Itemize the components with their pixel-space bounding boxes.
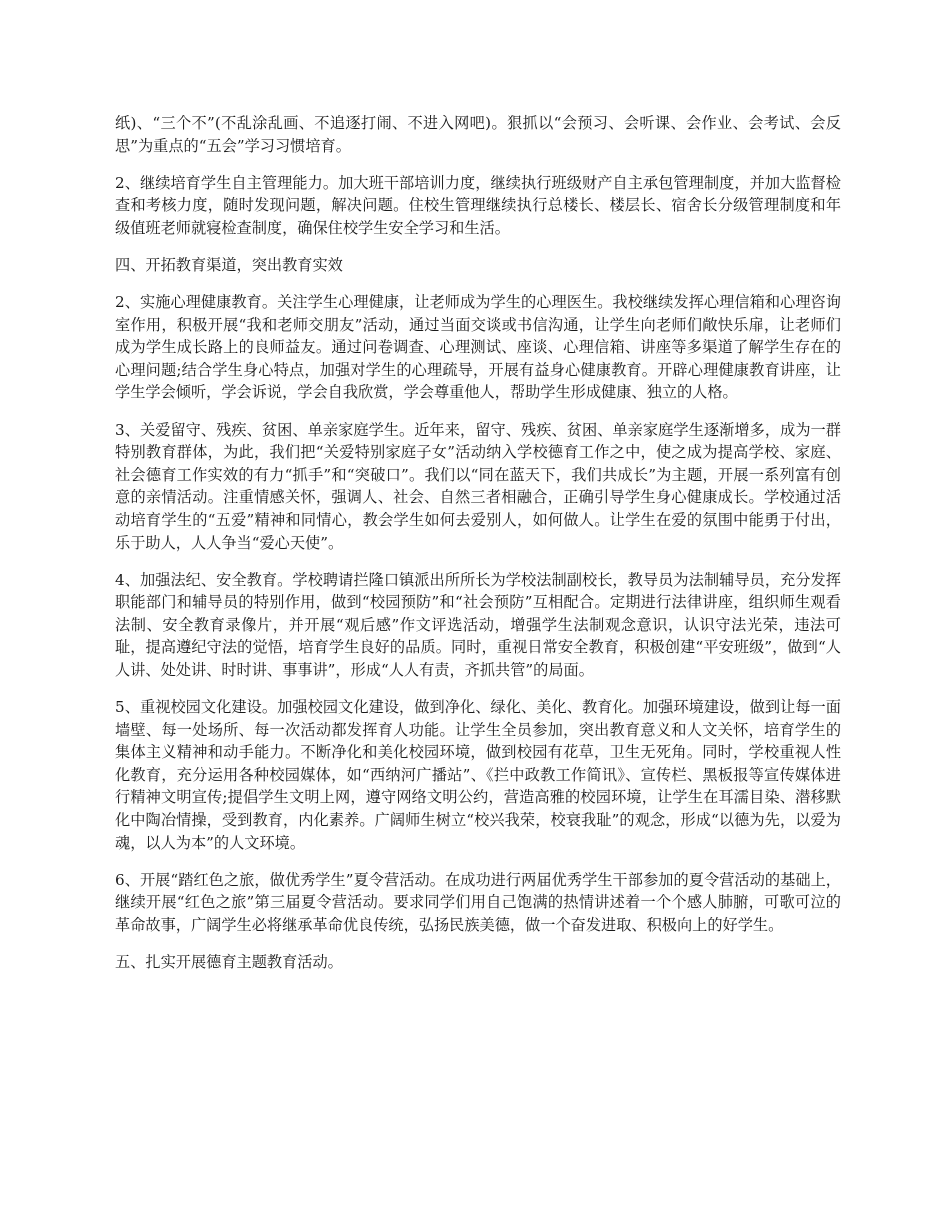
paragraph-campus-culture: 5、重视校园文化建设。加强校园文化建设，做到净化、绿化、美化、教育化。加强环境建设，做到让每一面墙壁、每一处场所、每一次活动都发挥育人功能。让学生全员参加，突出教育意义和人文关怀，培育学生的集体主义精神和动手能力。不断净化和美化校园环境，做到校园有花草，卫生无死角。同时，学校重视人性化教育，充分运用各种校园媒体，如“西纳河广播站”、《拦中政教工作简讯》、宣传栏、黑板报等宣传媒体进行精神文明宣传;提倡学生文明上网，遵守网络文明公约，营造高雅的校园环境，让学生在耳濡目染、潜移默化中陶冶情操，受到教育，内化素养。广阔师生树立“校兴我荣，校衰我耻”的观念，形成“以德为先，以爱为魂，以人为本”的人文环境。 (115, 698, 841, 852)
paragraph-self-management: 2、继续培育学生自主管理能力。加大班干部培训力度，继续执行班级财产自主承包管理制度，并加大监督检查和考核力度，随时发现问题，解决问题。住校生管理继续执行总楼长、楼层长、宿舍长分级管理制度和年级值班老师就寝检查制度，确保住校学生安全学习和生活。 (115, 173, 841, 237)
paragraph-law-safety: 4、加强法纪、安全教育。学校聘请拦隆口镇派出所所长为学校法制副校长，教导员为法制辅导员，充分发挥职能部门和辅导员的特别作用，做到“校园预防”和“社会预防”互相配合。定期进行法律讲座，组织师生观看法制、安全教育录像片，并开展“观后感”作文评选活动，增强学生法制观念意识，认识守法光荣，违法可耻，提高遵纪守法的觉悟，培育学生良好的品质。同时，重视日常安全教育，积极创建“平安班级”，做到“人人讲、处处讲、时时讲、事事讲”，形成“人人有责，齐抓共管”的局面。 (115, 570, 841, 679)
section-heading-education-channels: 四、开拓教育渠道，突出教育实效 (115, 255, 343, 274)
paragraph-summer-camp: 6、开展“踏红色之旅，做优秀学生”夏令营活动。在成功进行两届优秀学生干部参加的夏令营活动的基础上，继续开展“红色之旅”第三届夏令营活动。要求同学们用自己饱满的热情讲述着一个个感人肺腑，可歌可泣的革命故事，广阔学生必将继承革命优良传统，弘扬民族美德，做一个奋发进取、积极向上的好学生。 (115, 870, 841, 934)
paragraph-study-habits: 纸)、“三个不”(不乱涂乱画、不追逐打闹、不进入网吧)。狠抓以“会预习、会听课、会作业、会考试、会反思”为重点的“五会”学习习惯培育。 (115, 114, 841, 155)
document-body (115, 112, 841, 988)
paragraph-care-students: 3、关爱留守、残疾、贫困、单亲家庭学生。近年来，留守、残疾、贫困、单亲家庭学生逐渐增多，成为一群特别教育群体，为此，我们把“关爱特别家庭子女”活动纳入学校德育工作之中，使之成为提高学校、家庭、社会德育工作实效的有力“抓手”和“突破口”。我们以“同在蓝天下，我们共成长”为主题，开展一系列富有创意的亲情活动。注重情感关怀，强调人、社会、自然三者相融合，正确引导学生身心健康成长。学校通过活动培育学生的“五爱”精神和同情心，教会学生如何去爱别人，如何做人。让学生在爱的氛围中能勇于付出，乐于助人，人人争当“爱心天使”。 (115, 420, 841, 552)
paragraph-mental-health: 2、实施心理健康教育。关注学生心理健康，让老师成为学生的心理医生。我校继续发挥心理信箱和心理咨询室作用，积极开展“我和老师交朋友”活动，通过当面交谈或书信沟通，让学生向老师们敞快乐扉，让老师们成为学生成长路上的良师益友。通过问卷调查、心理测试、座谈、心理信箱、讲座等多渠道了解学生存在的心理问题;结合学生身心特点，加强对学生的心理疏导，开展有益身心健康教育。开辟心理健康教育讲座，让学生学会倾听，学会诉说，学会自我欣赏，学会尊重他人，帮助学生形成健康、独立的人格。 (115, 293, 841, 402)
section-heading-theme-activities: 五、扎实开展德育主题教育活动。 (115, 953, 343, 971)
